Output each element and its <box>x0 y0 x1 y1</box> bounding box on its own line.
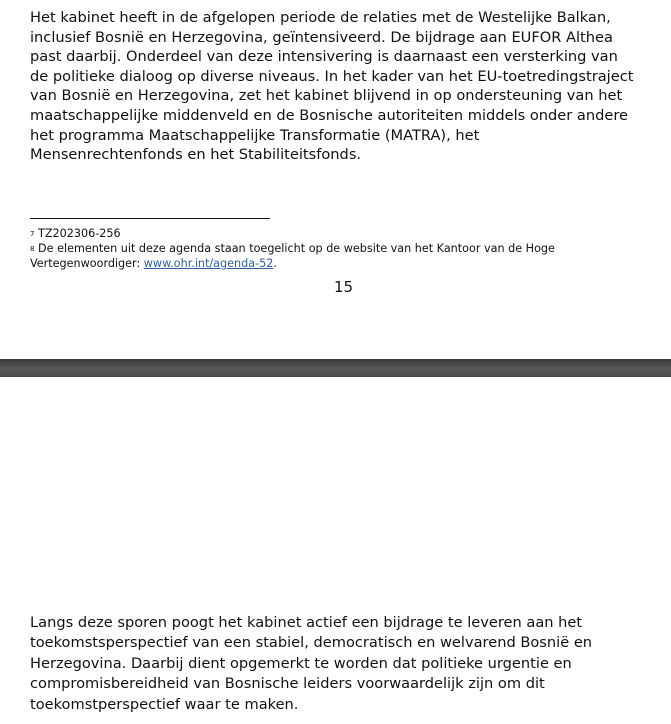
body-paragraph <box>30 613 592 715</box>
text-line: maatschappelijke middenveld en de Bosnische autoriteiten middels onder andere <box>30 106 629 124</box>
text-line: Mensenrechtenfonds en het Stabiliteitsfonds. <box>30 146 362 164</box>
text-line: van Bosnië en Herzegovina, zet het kabinet blijvend in op ondersteuning van het <box>30 87 623 105</box>
ohr-agenda-link[interactable]: www.ohr.int/agenda-52 <box>143 257 274 270</box>
page-gap <box>0 359 671 377</box>
document-page-16 <box>0 377 671 724</box>
page-number: 15 <box>334 278 354 296</box>
text-line: toekomstsperspectief van een stabiel, democratisch en welvarend Bosnië en <box>30 634 593 652</box>
text-line: Herzegovina. Daarbij dient opgemerkt te worden dat politieke urgentie en <box>30 654 572 672</box>
text-line: de politieke dialoog op diverse niveaus. In het kader van het EU-toetredingstraject <box>30 67 634 85</box>
footnote-7 <box>30 226 555 241</box>
text-line: compromisbereidheid van Bosnische leiders voorwaardelijk zijn om dit <box>30 675 545 693</box>
footnote-text: De elementen uit deze agenda staan toegelicht op de website van het Kantoor van de Hoge <box>38 242 555 255</box>
text-line: het programma Maatschappelijke Transformatie (MATRA), het <box>30 126 480 144</box>
footnote-text: . <box>273 257 277 270</box>
footnote-text: Vertegenwoordiger: <box>30 257 144 270</box>
footnote-number: 8 <box>30 245 35 253</box>
footnotes <box>30 226 555 271</box>
footnote-text: TZ202306-256 <box>38 227 121 240</box>
footnote-separator <box>30 218 270 219</box>
footnote-8-cont <box>30 256 555 271</box>
text-line: past daarbij. Onderdeel van deze intensivering is daarnaast een versterking van <box>30 48 618 66</box>
footnote-8 <box>30 241 555 256</box>
footnote-number: 7 <box>30 230 35 238</box>
text-line: Het kabinet heeft in de afgelopen periode de relaties met de Westelijke Balkan, <box>30 9 611 26</box>
text-line: Langs deze sporen poogt het kabinet actief een bijdrage te leveren aan het <box>30 614 583 631</box>
text-line: inclusief Bosnië en Herzegovina, geïntensiveerd. De bijdrage aan EUFOR Althea <box>30 28 613 46</box>
text-line: toekomstperspectief waar te maken. <box>30 695 299 713</box>
body-paragraph <box>30 8 633 165</box>
document-page-15 <box>0 0 671 359</box>
